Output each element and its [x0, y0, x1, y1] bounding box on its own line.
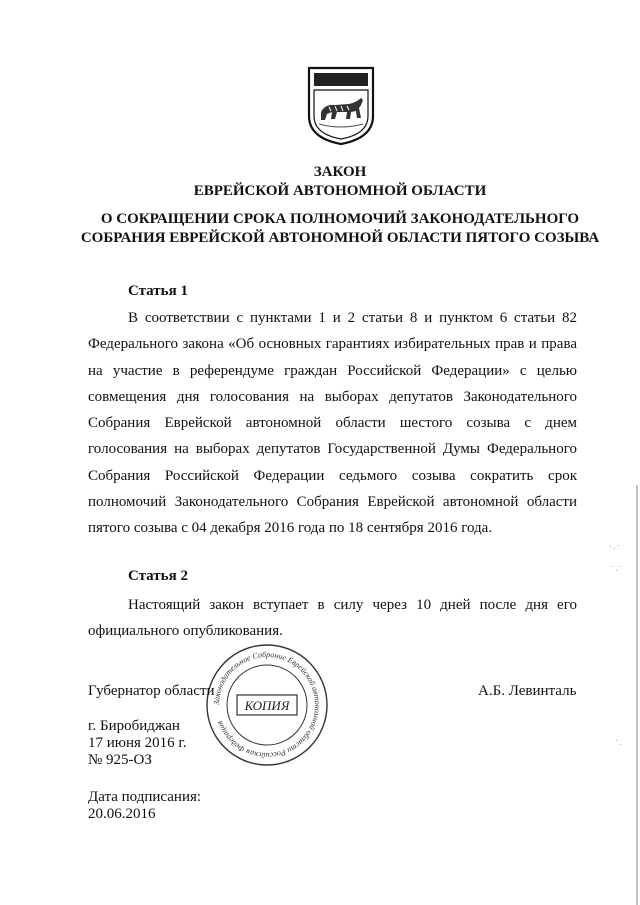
article-2-text: Настоящий закон вступает в силу через 10 дней после дня его официального опубликования.	[88, 597, 577, 640]
law-title	[80, 163, 600, 201]
governor-name: А.Б. Левинталь	[478, 683, 577, 699]
law-subject: О СОКРАЩЕНИИ СРОКА ПОЛНОМОЧИЙ ЗАКОНОДАТЕЛЬНОГО СОБРАНИЯ ЕВРЕЙСКОЙ АВТОНОМНОЙ ОБЛАСТИ ПЯТОГО СОЗЫВА	[80, 211, 600, 246]
region-name: ЕВРЕЙСКОЙ АВТОНОМНОЙ ОБЛАСТИ	[193, 183, 487, 199]
article-2-heading: Статья 2	[128, 568, 188, 584]
law-label: ЗАКОН	[313, 164, 367, 180]
signing-info	[88, 789, 201, 823]
coat-of-arms-icon	[305, 64, 377, 148]
signing-label: Дата подписания:	[88, 789, 202, 805]
article-1-text: В соответствии с пунктами 1 и 2 статьи 8 и пунктом 6 статьи 82 Федерального закона «Об основных гарантиях избирательных прав и права на участие в референдуме граждан Российской Федерации» с целью совмещения дня голосования на выборах депутатов Законодательного Собрания Еврейской автономной области шестого созыва с днем голосования на выборах депутатов Государственной Думы Федерального Собрания Российской Федерации седьмого созыва сократить срок полномочий Законодательного Собрания Еврейской автономной области пятого созыва с 04 декабря 2016 года по 18 сентября 2016 года.	[88, 310, 577, 537]
article-1-heading: Статья 1	[128, 283, 188, 299]
stamp-center-text: КОПИЯ	[244, 698, 290, 713]
place-date-number	[88, 718, 187, 769]
law-number: № 925-ОЗ	[88, 752, 152, 768]
governor-title: Губернатор области	[88, 683, 215, 699]
city: г. Биробиджан	[88, 718, 180, 734]
signing-date: 20.06.2016	[88, 806, 156, 822]
scan-edge-artifacts	[600, 0, 640, 905]
official-stamp	[204, 642, 330, 768]
stamp-ring-text: Законодательное Собрание Еврейской автономной области Российская Федерация	[211, 649, 323, 761]
law-date: 17 июня 2016 г.	[88, 735, 187, 751]
